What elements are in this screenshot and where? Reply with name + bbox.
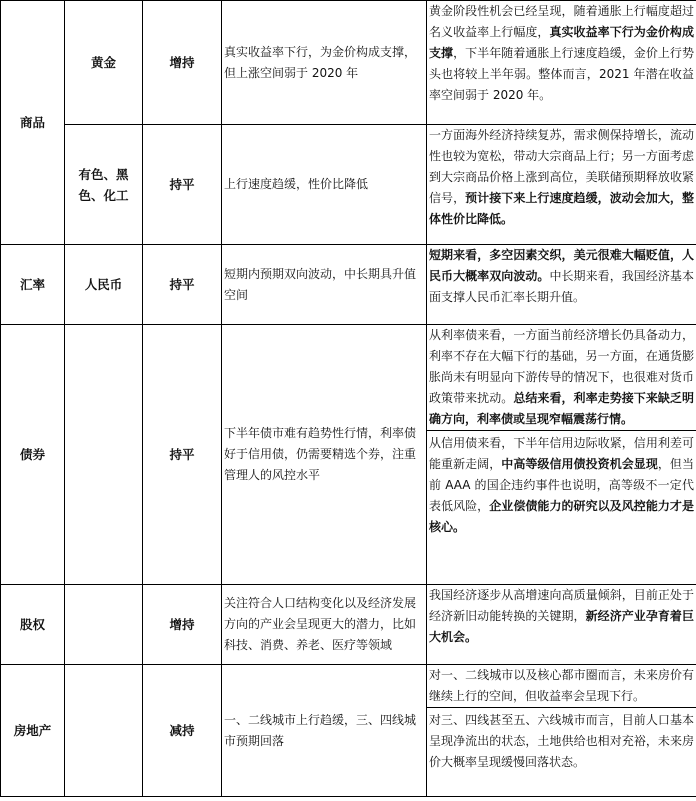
- stance-cell: 持平: [143, 125, 222, 245]
- category-cell: 汇率: [1, 245, 65, 325]
- detail-paragraph: [429, 585, 694, 648]
- summary-cell: 真实收益率下行，为金价构成支撑，但上涨空间弱于 2020 年: [222, 1, 427, 125]
- detail-paragraph: [429, 1, 694, 106]
- summary-cell: 关注符合人口结构变化以及经济发展方向的产业会呈现更大的潜力，比如科技、消费、养老、医疗等领域: [222, 585, 427, 665]
- detail-text-bold: 中高等级信用债投资机会显现: [501, 457, 658, 471]
- detail-paragraph: [429, 125, 694, 230]
- detail-cell: [427, 585, 696, 665]
- stance-cell: 增持: [143, 585, 222, 665]
- table-row: [1, 1, 696, 125]
- detail-cell: [427, 665, 696, 797]
- detail-text: ，但当前 AAA 的国企违约事件也说明，高等级不一定代表低风险，: [429, 457, 694, 513]
- stance-cell: 持平: [143, 245, 222, 325]
- detail-text: 对三、四线甚至五、六线城市而言，目前人口基本呈现净流出的状态，土地供给也相对充裕，未来房价大概率呈现缓慢回落状态。: [429, 713, 694, 769]
- detail-cell: [427, 125, 696, 245]
- detail-text-bold: 真实收益率下行为金价构成支撑: [429, 25, 694, 60]
- detail-text-bold: 企业偿债能力的研究以及风控能力才是核心。: [429, 499, 694, 534]
- subcategory-cell: [65, 325, 143, 585]
- category-cell: 商品: [1, 1, 65, 245]
- category-cell: 股权: [1, 585, 65, 665]
- detail-paragraph: [427, 430, 696, 538]
- subcategory-cell: 有色、黑色、化工: [65, 125, 143, 245]
- table-row: [1, 125, 696, 245]
- detail-text: 一方面海外经济持续复苏，需求侧保持增长，流动性也较为宽松，带动大宗商品上行；另一方面考虑到大宗商品价格上涨到高位，美联储预期释放收紧信号，: [429, 128, 694, 205]
- detail-text-bold: 总结来看，利率走势接下来缺乏明确方向，利率债或呈现窄幅震荡行情。: [429, 391, 694, 426]
- detail-cell: [427, 1, 696, 125]
- detail-text-bold: 短期来看，多空因素交织，美元很难大幅贬值，人民币大概率双向波动。: [429, 248, 694, 283]
- subcategory-cell: [65, 585, 143, 665]
- category-cell: 房地产: [1, 665, 65, 797]
- subcategory-cell: [65, 665, 143, 797]
- stance-cell: 减持: [143, 665, 222, 797]
- detail-text-bold: 新经济产业孕育着巨大机会。: [429, 609, 694, 644]
- table-row: [1, 585, 696, 665]
- table-row: [1, 245, 696, 325]
- stance-cell: 增持: [143, 1, 222, 125]
- table-row: [1, 325, 696, 585]
- category-cell: 债券: [1, 325, 65, 585]
- detail-cell: [427, 325, 696, 585]
- summary-cell: 短期内预期双向波动，中长期具升值空间: [222, 245, 427, 325]
- summary-cell: 上行速度趋缓，性价比降低: [222, 125, 427, 245]
- detail-text: 我国经济逐步从高增速向高质量倾斜，目前正处于经济新旧动能转换的关键期，: [429, 588, 694, 623]
- detail-text: 黄金阶段性机会已经呈现，随着通胀上行幅度超过名义收益率上行幅度，: [429, 4, 694, 39]
- detail-paragraph: [429, 245, 694, 308]
- detail-paragraph: [429, 665, 694, 707]
- detail-text: 中长期来看，我国经济基本面支撑人民币汇率长期升值。: [429, 269, 694, 304]
- subcategory-cell: 人民币: [65, 245, 143, 325]
- detail-paragraph: [429, 325, 694, 430]
- detail-cell: [427, 245, 696, 325]
- subcategory-cell: 黄金: [65, 1, 143, 125]
- detail-paragraph: [427, 707, 696, 773]
- table-row: [1, 665, 696, 797]
- detail-text: 对一、二线城市以及核心都市圈而言，未来房价有继续上行的空间，但收益率会呈现下行。: [429, 668, 694, 703]
- stance-cell: 持平: [143, 325, 222, 585]
- summary-cell: 下半年债市难有趋势性行情，利率债好于信用债，仍需要精选个券，注重管理人的风控水平: [222, 325, 427, 585]
- detail-text-bold: 预计接下来上行速度趋缓，波动会加大，整体性价比降低。: [429, 191, 694, 226]
- detail-text: ，下半年随着通胀上行速度趋缓，金价上行势头也将较上半年弱。整体而言，2021 年潜在收益率空间弱于 2020 年。: [429, 46, 694, 102]
- summary-cell: 一、二线城市上行趋缓，三、四线城市预期回落: [222, 665, 427, 797]
- detail-text: 从信用债来看，下半年信用边际收紧，信用利差可能重新走阔，: [429, 436, 694, 471]
- detail-text: 从利率债来看，一方面当前经济增长仍具备动力，利率不存在大幅下行的基础，另一方面，在通货膨胀尚未有明显向下游传导的情况下，也很难对货币政策带来扰动。: [429, 328, 694, 405]
